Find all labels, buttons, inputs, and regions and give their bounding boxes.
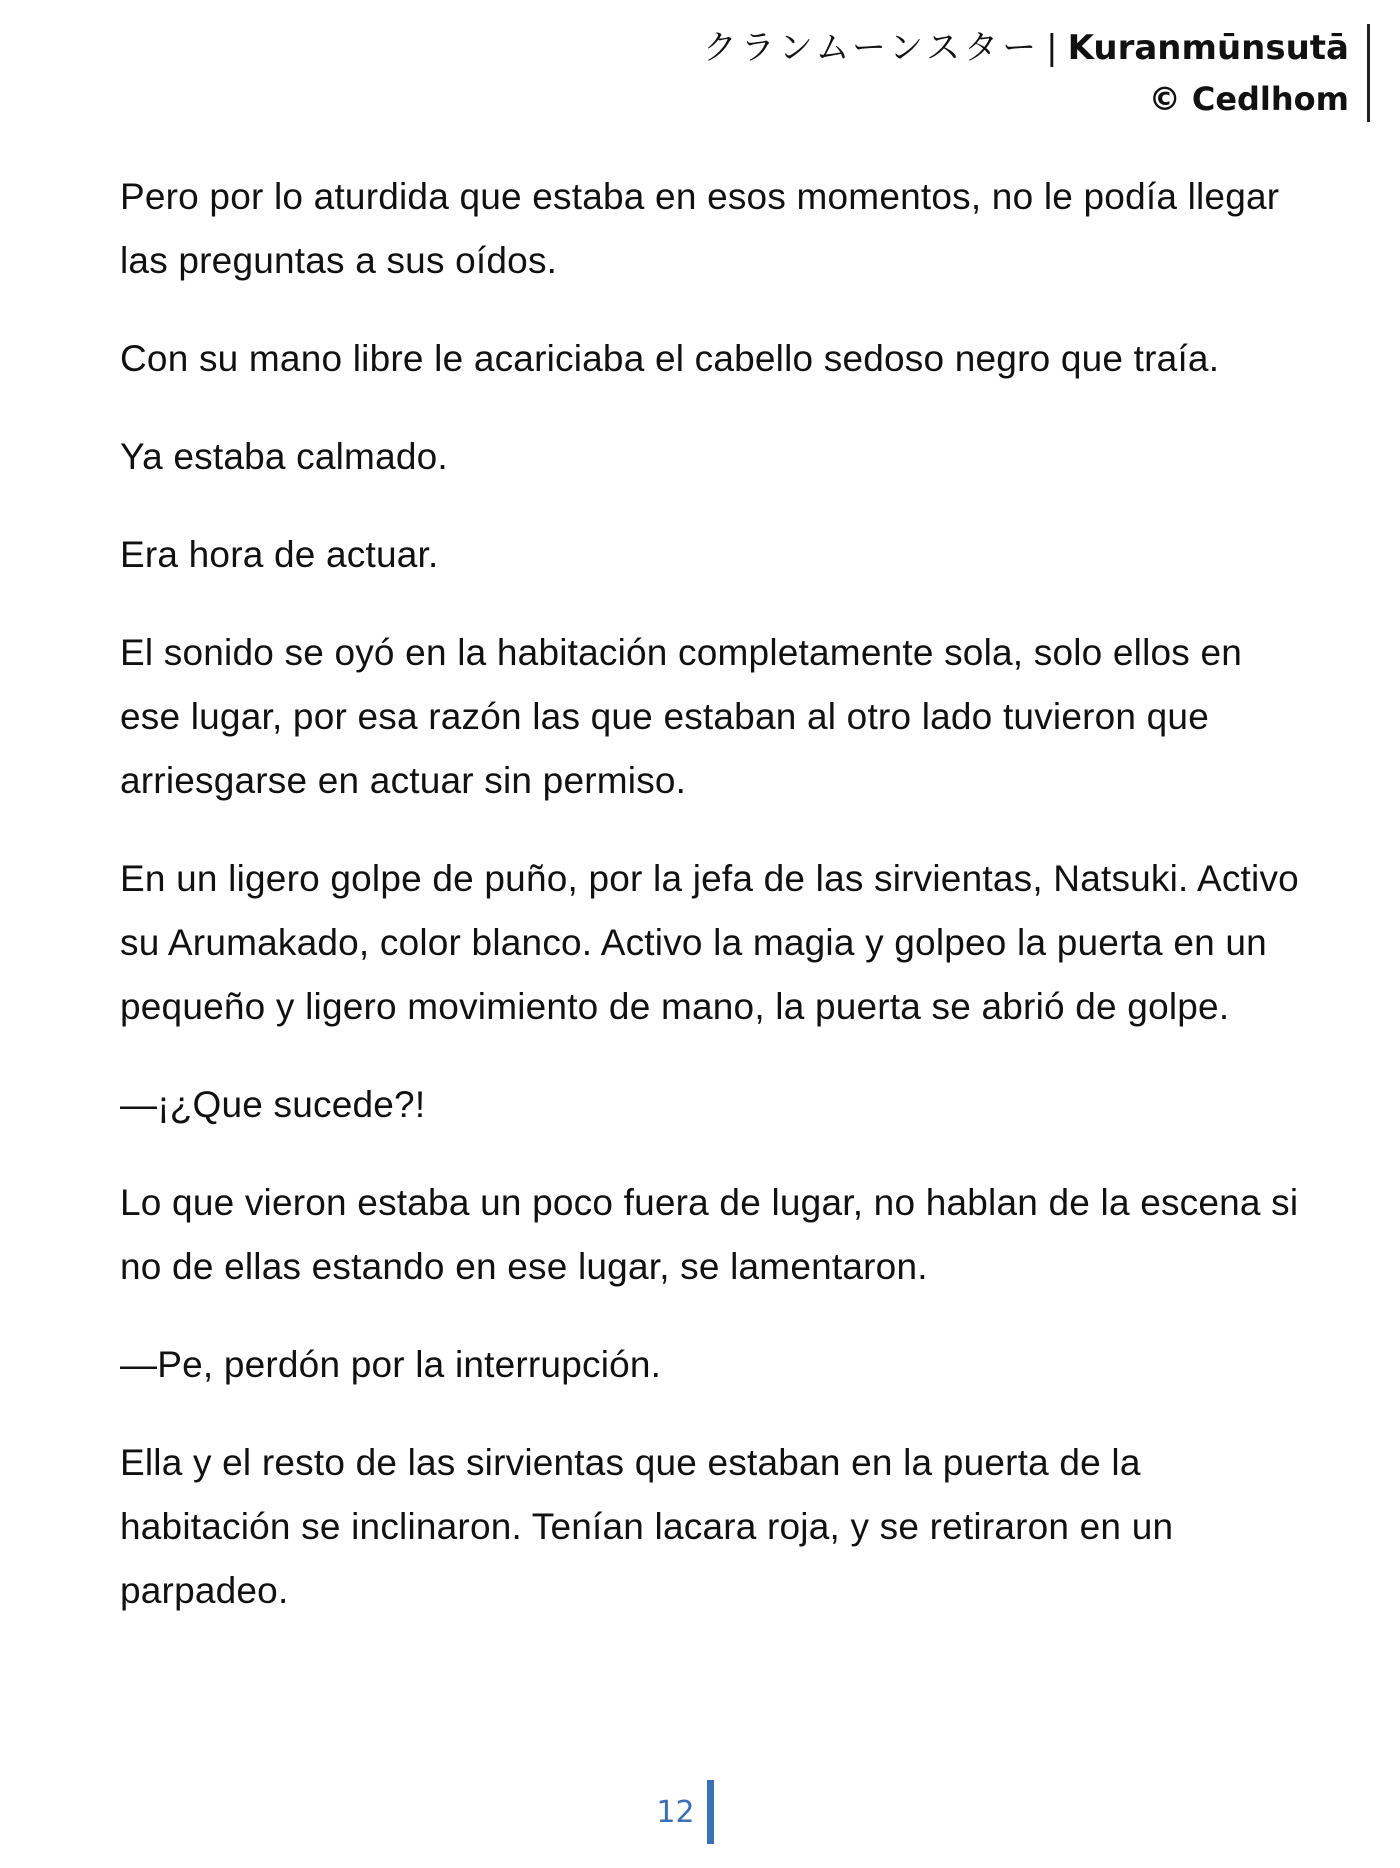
paragraph: Pero por lo aturdida que estaba en esos momentos, no le podía llegar las preguntas a sus oídos. (120, 176, 1280, 281)
paragraph: Con su mano libre le acariciaba el cabello sedoso negro que traía. (120, 338, 1220, 379)
header-separator: | (1046, 28, 1058, 68)
paragraph: Era hora de actuar. (120, 534, 439, 575)
page-footer (0, 1780, 1400, 1844)
header-title-line (703, 22, 1349, 74)
paragraph: —¡¿Que sucede?! (120, 1084, 426, 1125)
paragraph: En un ligero golpe de puño, por la jefa de las sirvientas, Natsuki. Activo su Arumakado, color blanco. Activo la magia y golpeo la puerta en un pequeño y ligero movimiento de mano, la puerta se abrió de golpe. (120, 858, 1299, 1027)
header-vertical-rule (1367, 24, 1370, 122)
header-japanese-title: クランムーンスター (702, 28, 1041, 68)
body-text (120, 165, 1310, 1657)
header-text (703, 22, 1367, 124)
page-number-bar (707, 1780, 714, 1844)
page-header (703, 22, 1370, 124)
paragraph: —Pe, perdón por la interrupción. (120, 1344, 662, 1385)
page-number: 12 (656, 1794, 695, 1830)
paragraph: Lo que vieron estaba un poco fuera de lugar, no hablan de la escena si no de ellas estando en ese lugar, se lamentaron. (120, 1182, 1299, 1287)
header-romanized-title: Kuranmūnsutā (1067, 28, 1349, 68)
header-copyright: © Cedlhom (1148, 80, 1349, 118)
paragraph: Ella y el resto de las sirvientas que estaban en la puerta de la habitación se inclinaron. Tenían lacara roja, y se retiraron en un parpadeo. (120, 1442, 1174, 1611)
paragraph: Ya estaba calmado. (120, 436, 448, 477)
paragraph: El sonido se oyó en la habitación completamente sola, solo ellos en ese lugar, por esa razón las que estaban al otro lado tuvieron que arriesgarse en actuar sin permiso. (120, 632, 1243, 801)
